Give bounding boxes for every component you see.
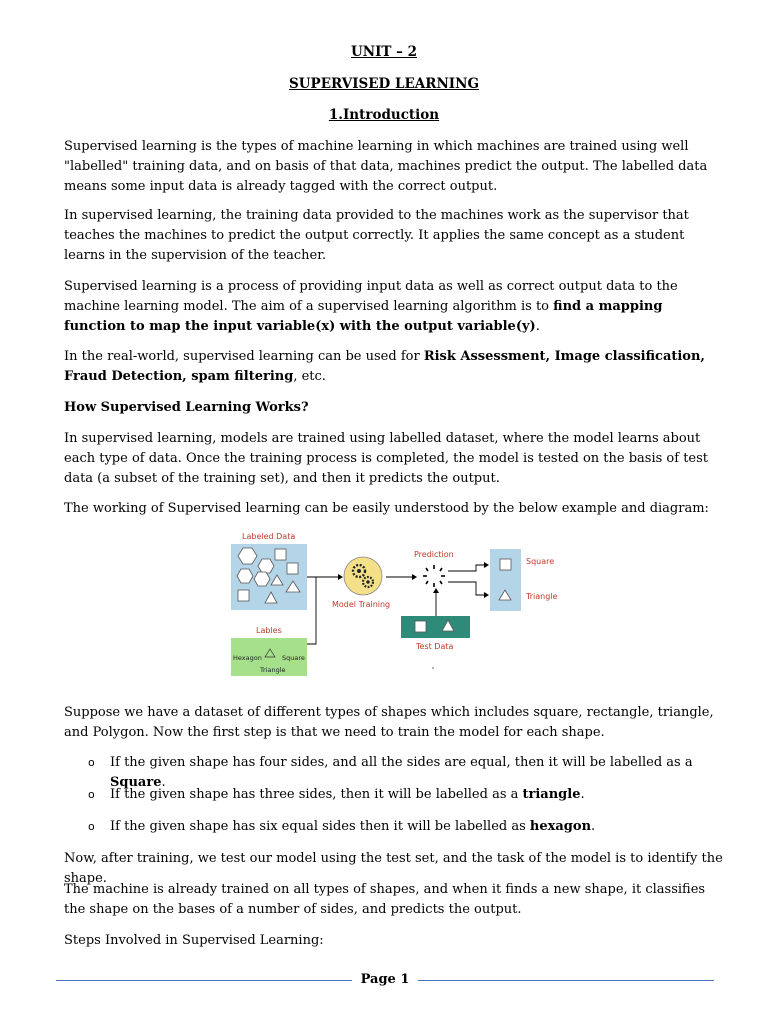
arrow-head — [338, 574, 343, 580]
output-triangle-label: Triangle — [526, 592, 558, 601]
list-item-text: If the given shape has three sides, then it will be labelled as a triangle. — [110, 787, 585, 802]
square-shape — [275, 549, 286, 560]
labeled-data-label: Labeled Data — [242, 532, 296, 541]
paragraph-applications: In the real-world, supervised learning can be used for Risk Assessment, Image classification, Fraud Detection, spam filtering, etc. — [64, 349, 705, 384]
label-hexagon: Hexagon — [233, 654, 262, 662]
paragraph-shapes-dataset: Suppose we have a dataset of different types of shapes which includes square, rectangle, triangle, and Polygon. Now the first step is that we need to train the model for each shape. — [64, 705, 714, 740]
label-square: Square — [282, 654, 305, 662]
paragraph-supervisor: In supervised learning, the training data provided to the machines work as the supervisor that teaches the machines to predict the output correctly. It applies the same concept as a student learns in the supervision of the teacher. — [64, 208, 689, 263]
arrow-head — [412, 574, 417, 580]
gear-hub — [366, 580, 369, 583]
bullet-marker: o — [88, 788, 95, 801]
bullet-marker: o — [88, 756, 95, 769]
unit-heading: UNIT – 2 — [350, 44, 418, 60]
hexagon-shape — [237, 569, 253, 583]
lables-label: Lables — [256, 626, 282, 635]
section-heading: 1.Introduction — [328, 107, 440, 123]
page-footer — [56, 970, 714, 990]
page-number: Page 1 — [360, 972, 410, 987]
arrow-to-triangle — [448, 582, 484, 595]
paragraph-testing: Now, after training, we test our model using the test set, and the task of the model is to identify the shape. — [64, 851, 723, 886]
paragraph-definition: Supervised learning is the types of machine learning in which machines are trained using well "labelled" training data, and on basis of that data, machines predict the output. The labelled data means some input data is already tagged with the correct output. — [64, 139, 708, 194]
model-training-label: Model Training — [332, 600, 391, 609]
arrow-head — [484, 592, 489, 598]
paragraph-classify: The machine is already trained on all types of shapes, and when it finds a new shape, it classifies the shape on the bases of a number of sides, and predicts the output. — [64, 882, 706, 917]
gear-hub — [357, 569, 361, 573]
dot — [432, 667, 433, 668]
square-shape — [238, 590, 249, 601]
output-box — [490, 549, 521, 611]
arrow-to-square — [448, 565, 484, 571]
output-square-label: Square — [526, 557, 555, 566]
square-shape — [500, 559, 511, 570]
prediction-spinner-icon — [423, 565, 445, 587]
paragraph-mapping: Supervised learning is a process of providing input data as well as correct output data to the machine learning model. The aim of a supervised learning algorithm is to find a mapping function to map the input variable(x) with the output variable(y). — [64, 279, 678, 334]
hexagon-shape — [254, 572, 270, 586]
bullet-marker: o — [88, 820, 95, 833]
subject-heading: SUPERVISED LEARNING — [289, 76, 479, 92]
test-data-label: Test Data — [416, 642, 454, 651]
paragraph-steps: Steps Involved in Supervised Learning: — [64, 933, 324, 948]
arrow-head — [433, 588, 439, 593]
prediction-label: Prediction — [414, 550, 454, 559]
test-data-box — [401, 616, 470, 638]
square-shape — [287, 563, 298, 574]
list-item-text: If the given shape has four sides, and all the sides are equal, then it will be labelled as a Square. — [110, 755, 693, 790]
hexagon-shape — [258, 559, 274, 573]
how-it-works-heading: How Supervised Learning Works? — [64, 400, 309, 415]
paragraph-diagram-intro: The working of Supervised learning can be easily understood by the below example and diagram: — [64, 501, 709, 516]
square-shape — [415, 621, 426, 632]
arrow-head — [484, 562, 489, 568]
supervised-learning-diagram — [228, 527, 568, 682]
label-triangle: Triangle — [260, 666, 286, 674]
arrow-labels-to-model — [307, 577, 316, 644]
paragraph-training: In supervised learning, models are trained using labelled dataset, where the model learns about each type of data. Once the training process is completed, the model is tested on the basis of test data (a subset of the training set), and then it predicts the output. — [64, 431, 709, 486]
list-item-text: If the given shape has six equal sides then it will be labelled as hexagon. — [110, 819, 596, 834]
